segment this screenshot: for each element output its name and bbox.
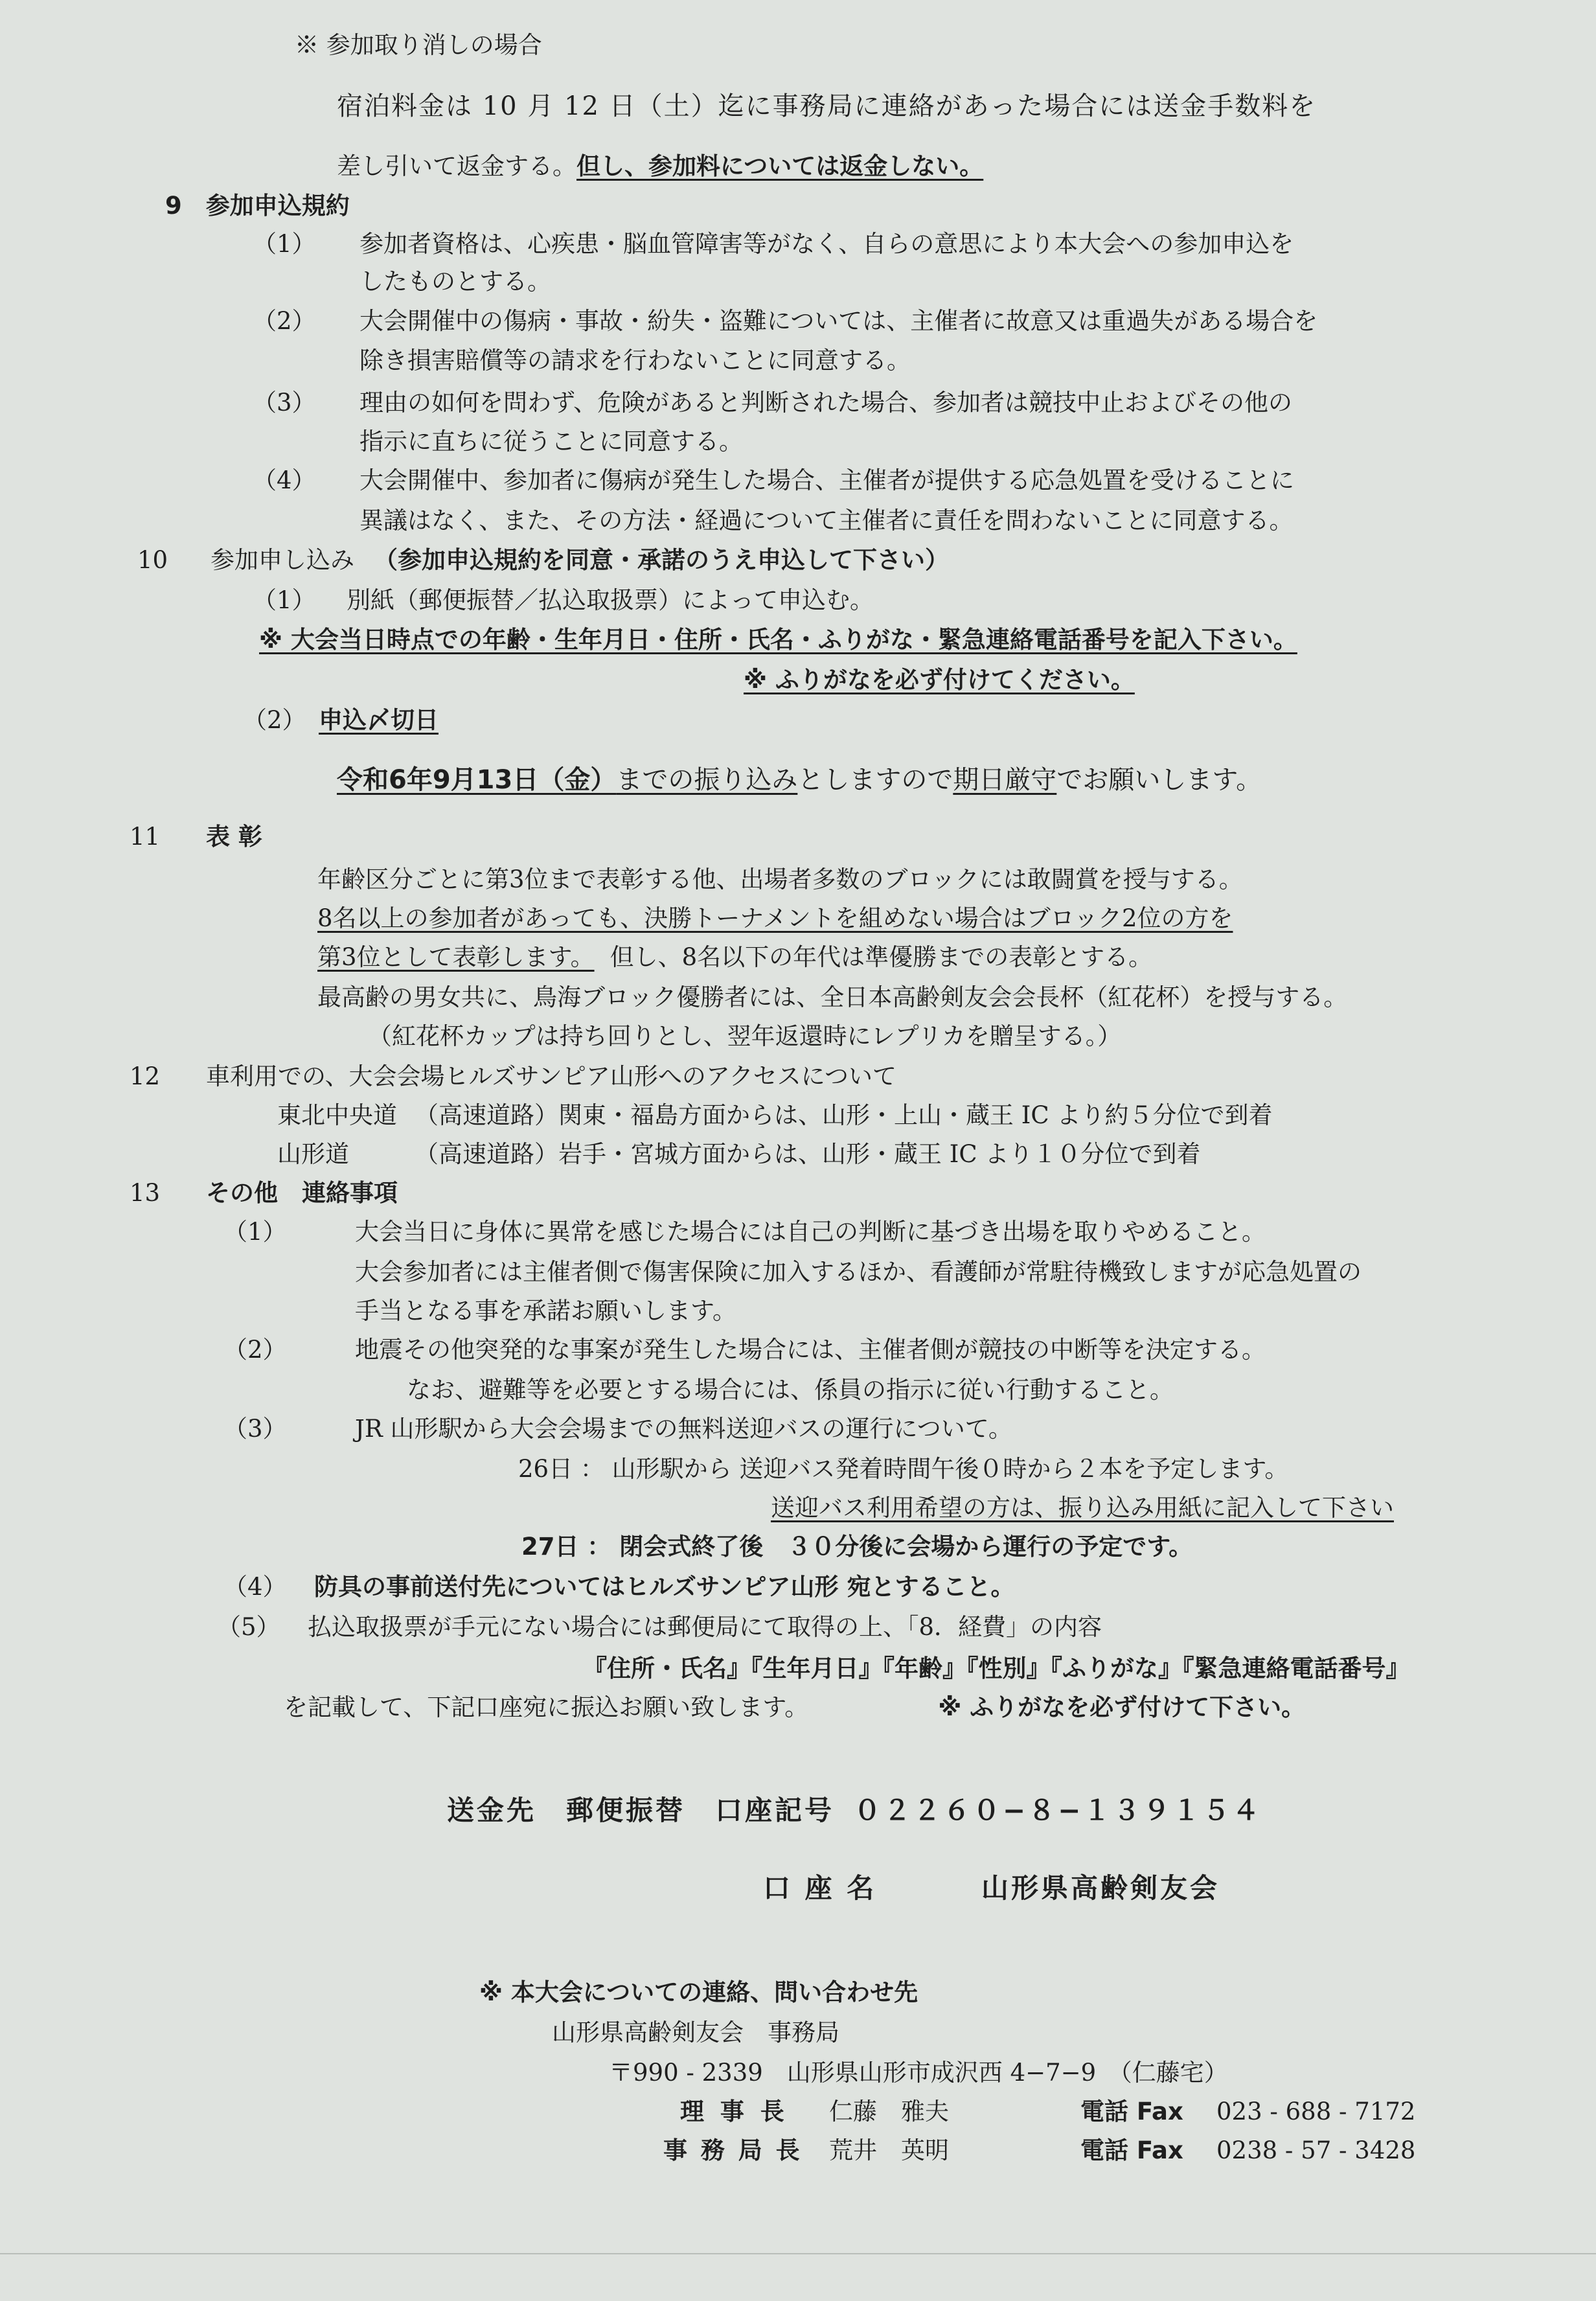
contact-heading: ※ 本大会についての連絡、問い合わせ先 <box>479 1978 918 2006</box>
s10-deadline-end: でお願いします。 <box>1056 765 1262 795</box>
section-10-num: 10 <box>137 546 168 574</box>
cancel-line-2-a: 差し引いて返金する。 <box>337 152 576 180</box>
cancel-no-refund: 但し、参加料については返金しない。 <box>576 152 984 180</box>
section-9-heading: 9 参加申込規約 <box>165 192 350 220</box>
s11-line-4: 最高齢の男女共に、鳥海ブロック優勝者には、全日本高齢剣友会会長杯（紅花杯）を授与する。 <box>317 983 1348 1011</box>
contact-p1-name: 仁藤 雅夫 <box>829 2098 949 2125</box>
s13-item-3-num: （3） <box>223 1415 287 1443</box>
s10-item-2: 申込〆切日 <box>319 706 439 734</box>
remit-number: ０２２６０−８−１３９１５４ <box>854 1794 1262 1826</box>
cancel-heading: ※ 参加取り消しの場合 <box>295 31 542 59</box>
section-10-title: 参加申し込み <box>211 546 354 574</box>
s9-item-3-line-1: 理由の如何を問わず、危険があると判断された場合、参加者は競技中止およびその他の <box>359 389 1293 417</box>
section-11-heading: 表 彰 <box>206 823 262 851</box>
s13-item-2-line-1: 地震その他突発的な事案が発生した場合には、主催者側が競技の中断等を決定する。 <box>355 1336 1266 1364</box>
section-11-num: 11 <box>130 823 161 851</box>
remit-account <box>447 1794 1262 1827</box>
section-10-heading <box>211 546 949 575</box>
s10-deadline-transfer: までの振り込み <box>616 765 798 795</box>
section-12-heading: 車利用での、大会会場ヒルズサンピア山形へのアクセスについて <box>206 1062 896 1090</box>
contact-org: 山形県高齢剣友会 事務局 <box>552 2019 839 2046</box>
s11-line-5: （紅花杯カップは持ち回りとし、翌年返還時にレプリカを贈呈する。） <box>368 1022 1122 1050</box>
s9-item-1-num: （1） <box>253 230 316 258</box>
s12-route-1: （高速道路）関東・福島方面からは、山形・上山・蔵王 IC より約５分位で到着 <box>415 1101 1273 1129</box>
s10-item-2-num: （2） <box>243 706 306 734</box>
s9-item-1-line-2: したものとする。 <box>359 268 551 295</box>
s13-item-3-line-3: 送迎バス利用希望の方は、振り込み用紙に記入して下さい <box>771 1494 1394 1522</box>
s10-deadline-mid: としますので <box>797 765 953 795</box>
contact-p2-tel-label: 電話 Fax <box>1080 2136 1183 2164</box>
s10-item-1-num: （1） <box>253 586 316 614</box>
s9-item-4-num: （4） <box>253 466 316 494</box>
remit-name-label: 口 座 名 <box>763 1872 877 1904</box>
remit-name: 山形県高齢剣友会 <box>981 1872 1220 1904</box>
s12-route-2-name: 山形道 <box>277 1140 349 1168</box>
s13-item-5-line-1: 払込取扱票が手元にない場合には郵便局にて取得の上、「8．経費」の内容 <box>308 1613 1102 1641</box>
s11-line-3-b: 但し、8名以下の年代は準優勝までの表彰とする。 <box>610 943 1153 971</box>
s9-item-1-line-1: 参加者資格は、心疾患・脳血管障害等がなく、自らの意思により本大会への参加申込を <box>359 230 1294 258</box>
s13-item-1-line-1: 大会当日に身体に異常を感じた場合には自己の判断に基づき出場を取りやめること。 <box>355 1218 1266 1246</box>
s13-item-2-num: （2） <box>223 1336 287 1364</box>
remit-label: 送金先 郵便振替 口座記号 <box>447 1794 835 1826</box>
cancel-line-2 <box>337 152 983 181</box>
s10-deadline-date: 令和6年9月13日（金） <box>337 765 617 795</box>
s13-item-3-line-4: 27日 ： 閉会式終了後 ３０分後に会場から運行の予定です。 <box>521 1533 1193 1561</box>
s9-item-4-line-1: 大会開催中、参加者に傷病が発生した場合、主催者が提供する応急処置を受けることに <box>359 466 1294 494</box>
contact-p1-role: 理 事 長 <box>680 2098 788 2125</box>
s12-route-1-name: 東北中央道 <box>277 1101 397 1129</box>
s10-deadline <box>337 764 1262 796</box>
contact-p2-tel: 0238 - 57 - 3428 <box>1216 2136 1416 2164</box>
contact-p2-role: 事 務 局 長 <box>663 2136 803 2164</box>
s11-line-3-a: 第3位として表彰します。 <box>317 943 595 971</box>
s13-item-5-line-3 <box>284 1693 1305 1722</box>
contact-p1-tel-label: 電話 Fax <box>1080 2098 1183 2125</box>
s11-line-1: 年齢区分ごとに第3位まで表彰する他、出場者多数のブロックには敢闘賞を授与する。 <box>317 865 1243 893</box>
s13-item-1-line-2: 大会参加者には主催者側で傷害保険に加入するほか、看護師が常駐待機致しますが応急処置の <box>355 1258 1362 1286</box>
contact-address: 〒990 - 2339 山形県山形市成沢西 4−7−9 （仁藤宅） <box>609 2059 1228 2087</box>
s13-item-5-line-2: 『住所・氏名』『生年月日』『年齢』『性別』『ふりがな』『緊急連絡電話番号』 <box>583 1654 1410 1682</box>
s13-item-1-line-3: 手当となる事を承諾お願いします。 <box>355 1297 737 1325</box>
contact-p2-name: 荒井 英明 <box>829 2136 949 2164</box>
page-edge-rule <box>0 2253 1596 2254</box>
s10-item-1: 別紙（郵便振替／払込取扱票）によって申込む。 <box>347 586 874 614</box>
s10-note-1: ※ 大会当日時点での年齢・生年月日・住所・氏名・ふりがな・緊急連絡電話番号を記入下さい。 <box>259 626 1297 654</box>
s12-route-2: （高速道路）岩手・宮城方面からは、山形・蔵王 IC より１０分位で到着 <box>415 1140 1201 1168</box>
s13-item-3-line-2: 26日 ： 山形駅から 送迎バス発着時間午後０時から２本を予定します。 <box>518 1455 1289 1483</box>
s9-item-2-num: （2） <box>253 307 316 335</box>
s13-item-5-line-3-b: ※ ふりがなを必ず付けて下さい。 <box>938 1693 1306 1721</box>
s10-deadline-strict: 期日厳守 <box>953 765 1057 795</box>
s13-item-1-num: （1） <box>223 1218 287 1246</box>
section-13-heading: その他 連絡事項 <box>206 1179 398 1207</box>
s9-item-2-line-1: 大会開催中の傷病・事故・紛失・盗難については、主催者に故意又は重過失がある場合を <box>359 307 1318 335</box>
s13-item-4: 防具の事前送付先についてはヒルズサンピア山形 宛とすること。 <box>314 1573 1015 1601</box>
cancel-line-1: 宿泊料金は 10 月 12 日（土）迄に事務局に連絡があった場合には送金手数料を <box>337 91 1317 121</box>
s11-line-2: 8名以上の参加者があっても、決勝トーナメントを組めない場合はブロック2位の方を <box>317 904 1233 932</box>
s9-item-4-line-2: 異議はなく、また、その方法・経過について主催者に責任を問わないことに同意する。 <box>359 507 1294 534</box>
s9-item-3-line-2: 指示に直ちに従うことに同意する。 <box>359 428 743 455</box>
s11-line-3 <box>317 943 1152 972</box>
section-10-note: （参加申込規約を同意・承諾のうえ申込して下さい） <box>374 546 949 574</box>
s13-item-4-num: （4） <box>223 1573 287 1601</box>
s13-item-2-line-2: なお、避難等を必要とする場合には、係員の指示に従い行動すること。 <box>407 1376 1174 1404</box>
s13-item-5-line-3-a: を記載して、下記口座宛に振込お願い致します。 <box>284 1693 809 1721</box>
s13-item-3-line-1: JR 山形駅から大会会場までの無料送迎バスの運行について。 <box>355 1415 1012 1443</box>
s13-item-5-num: （5） <box>217 1613 280 1641</box>
section-13-num: 13 <box>130 1179 161 1207</box>
s10-note-2: ※ ふりがなを必ず付けてください。 <box>744 666 1135 694</box>
s9-item-3-num: （3） <box>253 389 316 417</box>
s9-item-2-line-2: 除き損害賠償等の請求を行わないことに同意する。 <box>359 347 911 374</box>
section-12-num: 12 <box>130 1062 161 1090</box>
contact-p1-tel: 023 - 688 - 7172 <box>1216 2098 1416 2125</box>
